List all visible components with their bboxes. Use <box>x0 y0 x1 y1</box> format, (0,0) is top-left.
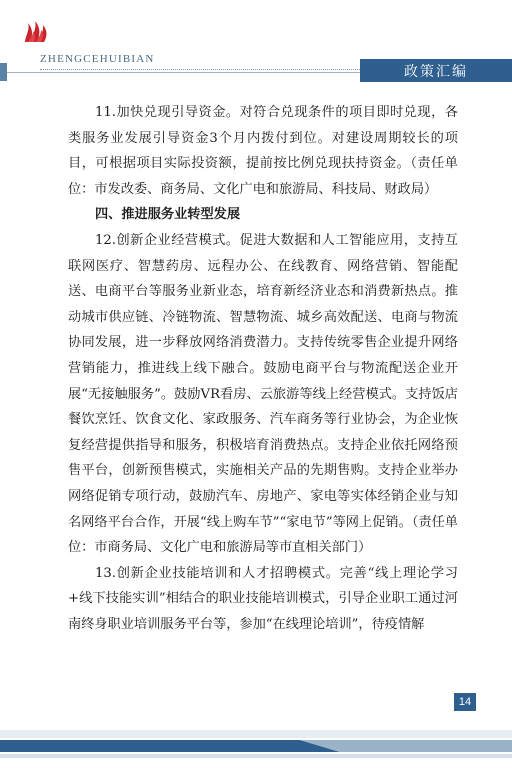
flame-logo-icon <box>22 20 50 44</box>
document-body <box>68 100 458 637</box>
header-left-marker <box>0 63 7 81</box>
section-title-tab: 政策汇编 <box>360 59 512 82</box>
page-number: 14 <box>454 693 476 711</box>
header-dotted-rule <box>40 69 360 70</box>
page-header <box>0 0 512 90</box>
paragraph-12: 12.创新企业经营模式。促进大数据和人工智能应用，支持互联网医疗、智慧药房、远程办公、在线教育、网络营销、智能配送、电商平台等服务业新业态，培育新经济业态和消费新热点。推动城市供应链、冷链物流、智慧物流、城乡高效配送、电商与物流协同发展，进一步释放网络消费潜力。支持传统零售企业提升网络营销能力，推进线上线下融合。鼓励电商平台与物流配送企业开展“无接触服务”。鼓励VR看房、云旅游等线上经营模式。支持饭店餐饮烹饪、饮食文化、家政服务、汽车商务等行业协会，为企业恢复经营提供指导和服务，积极培育消费热点。支持企业依托网络预售平台，创新预售模式，实施相关产品的先期售购。支持企业举办网络促销专项行动，鼓励汽车、房地产、家电等实体经销企业与知名网络平台合作，开展“线上购车节”“家电节”等网上促销。（责任单位：市商务局、文化广电和旅游局等市直相关部门） <box>68 232 458 556</box>
header-rule <box>0 72 370 73</box>
paragraph-11: 11.加快兑现引导资金。对符合兑现条件的项目即时兑现，各类服务业发展引导资金3个月内拨付到位。对建设周期较长的项目，可根据项目实际投资额，提前按比例兑现扶持资金。（责任单位：市发改委、商务局、文化广电和旅游局、科技局、财政局） <box>68 105 458 197</box>
brand-wordmark: ZHENGCEHUIBIAN <box>40 53 155 65</box>
footer-stripes <box>0 722 512 768</box>
section-heading: 四、推进服务业转型发展 <box>95 207 241 223</box>
paragraph-13: 13.创新企业技能培训和人才招聘模式。完善“线上理论学习+线下技能实训”相结合的职业技能培训模式，引导企业职工通过河南终身职业培训服务平台等，参加“在线理论培训”，待疫情解 <box>68 565 458 632</box>
